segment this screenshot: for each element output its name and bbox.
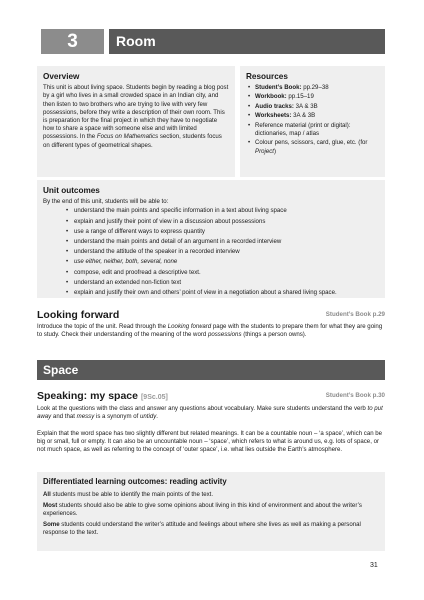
differentiated-heading: Differentiated learning outcomes: reading activity xyxy=(43,477,227,486)
outcome-item: • use either, neither, both, several, none xyxy=(43,258,379,266)
outcome-item: • explain and justify their point of view in a discussion about possessions xyxy=(43,218,379,226)
looking-forward-text: Introduce the topic of the unit. Read through the Looking forward page with the students to prepare them for what they are going to study. Check their understanding of the meaning of the word possessions (things a person owns). xyxy=(37,323,383,339)
speaking-paragraph-2: Explain that the word space has two slightly different but related meanings. It can be a countable noun – ‘a space’, which can be big or small, full or empty. It can also be an uncountable noun – ‘space’, which refers to what is around us, e.g. lots of space, or not much space, as well as referring to the concept of ‘outer space’, i.e. what lies outside the Earth’s atmosphere. xyxy=(37,430,383,454)
resource-item: • Workbook: pp.15–19 xyxy=(246,93,379,101)
resources-box xyxy=(240,66,385,178)
outcomes-list xyxy=(43,207,379,297)
outcome-item: • understand the main points and detail of an argument in a recorded interview xyxy=(43,238,379,246)
page-number: 31 xyxy=(370,562,378,569)
speaking-paragraph-1: Look at the questions with the class and answer any questions about vocabulary. Make sure students understand the verb to put away and that messy is a synonym of untidy. xyxy=(37,405,383,421)
resources-list xyxy=(246,84,379,156)
looking-forward-header xyxy=(37,308,385,322)
outcome-item: • understand an extended non-fiction text xyxy=(43,279,379,287)
speaking-code: [9Sc.05] xyxy=(140,394,168,401)
speaking-heading: Speaking: my space xyxy=(37,390,138,402)
overview-heading: Overview xyxy=(43,72,80,81)
resources-heading: Resources xyxy=(246,72,288,81)
resource-item: • Worksheets: 3A & 3B xyxy=(246,112,379,120)
overview-box xyxy=(37,66,235,178)
looking-forward-heading: Looking forward xyxy=(37,309,120,321)
looking-forward-ref: Student’s Book p.29 xyxy=(325,311,385,318)
resource-item: • Reference material (print or digital): dictionaries, map / atlas xyxy=(246,122,379,138)
speaking-header xyxy=(37,389,385,403)
resource-item: • Colour pens, scissors, card, glue, etc. (for Project) xyxy=(246,139,379,155)
outcome-item: • understand the main points and specific information in a text about living space xyxy=(43,207,379,215)
overview-text: This unit is about living space. Students begin by reading a blog post by a girl who lives in a small crowded space in an Indian city, and then listen to two brothers who are trying to live with very few possessions, before they write a description of their own room. This is preparation for the final project in which they have to negotiate how to share a space with someone else and with limited possessions. In the Focus on Mathematics section, students focus on different types of geometrical shapes. xyxy=(43,84,229,149)
differentiated-row: All students must be able to identify the main points of the text. xyxy=(43,490,214,498)
outcomes-intro: By the end of this unit, students will be able to: xyxy=(43,198,169,206)
differentiated-row: Some students could understand the writer’s attitude and feelings about where she lives as well as making a personal response to the text. xyxy=(43,521,361,537)
outcome-item: • explain and justify their own and others’ point of view in a negotiation about a shared living space. xyxy=(43,289,379,297)
differentiated-outcomes-box xyxy=(37,472,385,551)
section-bar-space: Space xyxy=(37,360,385,380)
differentiated-row: Most students should also be able to give some opinions about living in this kind of environment and about the writer’s experiences. xyxy=(43,501,362,517)
outcome-item: • compose, edit and proofread a descriptive text. xyxy=(43,269,379,277)
unit-number: 3 xyxy=(41,29,104,54)
outcomes-heading: Unit outcomes xyxy=(43,186,100,195)
unit-title: Room xyxy=(109,29,385,54)
speaking-ref: Student’s Book p.30 xyxy=(325,392,385,399)
resource-item: • Student’s Book: pp.29–38 xyxy=(246,84,379,92)
outcome-item: • understand the attitude of the speaker in a recorded interview xyxy=(43,248,379,256)
resource-item: • Audio tracks: 3A & 3B xyxy=(246,103,379,111)
outcome-item: • use a range of different ways to express quantity xyxy=(43,228,379,236)
unit-outcomes-box xyxy=(37,177,385,298)
